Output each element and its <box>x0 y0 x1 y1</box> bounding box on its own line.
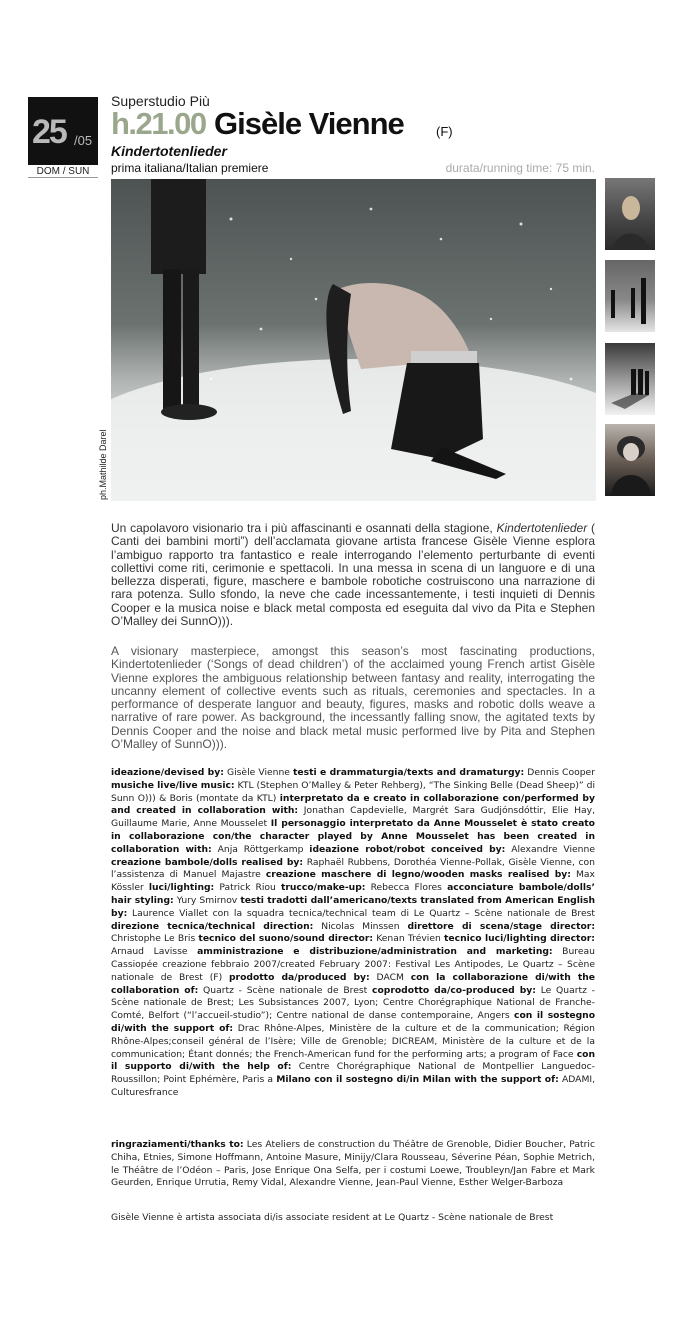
main-photo <box>111 179 596 501</box>
credit-label: interpretato da e creato in collaborazione con/performed by and created in collaboration with: <box>111 792 595 817</box>
thumbnail-3[interactable] <box>605 343 655 415</box>
credit-label: tecnico del suono/sound director: <box>198 933 374 945</box>
description-english: A visionary masterpiece, amongst this season’s most fascinating productions, Kindertotenlieder (‘Songs of dead children’) of the acclaimed young French artist Gisèle Vienne explores the ambiguous relationship between fantasy and reality, interrogating the uncanny element of collective events such as rituals, ceremonies and spectacles. In a performance of desperate languor and beauty, figures, masks and robotic dolls weave a narrative of rare power. As background, the incessantly falling snow, the agitated texts by Dennis Cooper and the noise and black metal music performed live by Pita and Stephen O’Malley of SunnO))). <box>111 644 595 752</box>
credit-label: luci/lighting: <box>148 882 215 894</box>
credit-value: Patrick Riou <box>214 882 281 894</box>
credit-label: creazione bambole/dolls realised by: <box>111 856 304 868</box>
artist-country: (F) <box>436 124 453 139</box>
credit-label: creazione maschere di legno/wooden masks realised by: <box>265 869 571 881</box>
running-time: durata/running time: 75 min. <box>445 161 595 175</box>
associate-note: Gisèle Vienne è artista associata di/is associate resident at Le Quartz - Scène nationale de Brest <box>111 1212 554 1223</box>
date-month: /05 <box>74 133 93 148</box>
credit-value: Dennis Cooper <box>524 767 595 778</box>
thumbnail-3-illustration <box>605 343 655 415</box>
show-time: h.21.00 <box>111 106 206 141</box>
credit-value: Christophe Le Bris <box>111 933 199 945</box>
credit-value: KTL (Stephen O’Malley & Peter Rehberg), “The Sinking Belle (Dead Sheep)” di Sunn O))) & Boris (montate da KTL) <box>111 779 596 804</box>
premiere-label: prima italiana/Italian premiere <box>111 161 269 175</box>
credit-value: Gisèle Vienne <box>223 767 294 778</box>
credit-value: Anja Röttgerkamp <box>211 843 310 855</box>
thumbnail-4[interactable] <box>605 424 655 496</box>
thumbnail-4-illustration <box>605 424 655 496</box>
credit-value: Bureau Cassiopée creazione febbraio 2007/created February 2007: Festival Les Antipodes, Le Quartz – Scène nationale de Brest (F) <box>111 946 595 983</box>
show-title: Kindertotenlieder <box>111 143 227 159</box>
credit-label: tecnico luci/lighting director: <box>444 933 595 945</box>
credit-label: con il sostegno di/with the support of: <box>111 1010 596 1034</box>
credit-value: Alexandre Vienne <box>505 843 595 855</box>
artist-name: Gisèle Vienne <box>214 106 404 141</box>
credit-label: coprodotto da/co-produced by: <box>372 984 536 996</box>
thanks-text: Les Ateliers de construction du Théâtre de Grenoble, Didier Boucher, Patric Chiha, Etnies, Simone Hoffmann, Antoine Masure, Minijy/Clara Rousseau, Séverine Péan, Sophie Metrich, le Théâtre de l’Odéon – Paris, Jose Enrique Ona Selfa, per i costumi Loewe, Troubleyn/Jan Fabre et Mark Geurden, Enrique Urrutia, Remy Vidal, Alexandre Vienne, Jean-Paul Vienne, Esther Welger-Barboza <box>111 1139 595 1189</box>
stage-scene-illustration <box>111 179 596 501</box>
credit-label: direttore di scena/stage director: <box>407 920 596 932</box>
credit-label: ideazione robot/robot conceived by: <box>309 843 506 855</box>
credit-label: ideazione/devised by: <box>111 767 224 778</box>
credit-value: Centre Chorégraphique National de Montpellier Languedoc-Roussillon; Point Ephémère, Paris a <box>111 1061 595 1086</box>
description-italian <box>111 522 595 628</box>
credit-value: ADAMI, Culturesfrance <box>111 1074 596 1098</box>
venue-name: Superstudio Più <box>111 93 210 109</box>
credit-value: DACM <box>369 971 411 983</box>
credit-value: Rebecca Flores <box>365 882 448 894</box>
credit-value: Max Kössler <box>111 869 595 894</box>
description-italian-part2: ( Canti dei bambini morti”) dell’acclamata giovane artista francese Gisèle Vienne esplora l’ambiguo rapporto tra fantastico e reale interrogando l’elemento perturbante di eventi collettivi come riti, cerimonie e spettacoli. In una messa in scena di un languore e di una bellezza disperati, figure, maschere e bambole robotiche costruiscono una narrazione di rara potenza. Sullo sfondo, la neve che cade incessantemente, i testi inquieti di Dennis Cooper e la musica noise e black metal composta ed eseguita dal vivo da Pita e Stephen O’Malley dei SunnO))). <box>111 521 595 629</box>
date-divider <box>28 177 98 178</box>
credit-label: musiche live/live music: <box>111 779 235 791</box>
credit-label: testi tradotti dall’americano/texts translated from American English by: <box>111 894 596 919</box>
thumbnail-2[interactable] <box>605 260 655 332</box>
credit-value: Drac Rhône-Alpes, Ministère de la culture et de la communication; Région Rhône-Alpes;conseil général de l’Isère; Ville de Grenoble; DICREAM, Ministère de la culture et de la communication; Étant donnés; the French-American fund for the performing arts; a program of Face <box>111 1022 595 1060</box>
thumbnail-2-illustration <box>605 260 655 332</box>
thanks-label: ringraziamenti/thanks to: <box>111 1139 244 1150</box>
date-weekday: DOM / SUN <box>36 166 90 177</box>
thumbnail-1-illustration <box>605 178 655 250</box>
credit-value: Le Quartz - Scène nationale de Brest; Les Subsistances 2007, Lyon; Centre Chorégraphique National de Franche-Comté, Belfort (“l’accueil-studio”); Centre national de danse contemporaine, Angers <box>111 984 595 1022</box>
credit-value: Jonathan Capdevielle, Margrét Sara Gudjónsdóttir, Elie Hay, Guillaume Marie, Anne Mousselet <box>111 805 596 830</box>
credit-label: con la collaborazione di/with the collaboration of: <box>111 971 595 996</box>
photo-credit: ph.Mathilde Darel <box>98 429 108 500</box>
credit-value: Nicolas Minssen <box>313 920 408 932</box>
credit-label: acconciature bambole/dolls’ hair styling: <box>111 882 596 906</box>
thumbnail-1[interactable] <box>605 178 655 250</box>
credit-value: Arnaud Lavisse <box>111 946 198 958</box>
credit-label: amministrazione e distribuzione/administration and marketing: <box>197 946 553 958</box>
credit-value: Raphaël Rubbens, Dorothéa Vienne-Pollak, Gisèle Vienne, con l’assistenza di Manuel Majastre <box>111 856 595 881</box>
credit-value: Quartz - Scène nationale de Brest <box>198 984 372 996</box>
credit-label: Il personaggio interpretato da Anne Mousselet è stato creato in collaborazione con/the character played by Anne Mousselet has been created in collaboration with: <box>111 818 595 855</box>
credit-label: Milano con il sostegno di/in Milan with the support of: <box>276 1074 559 1086</box>
credit-value: Laurence Viallet con la squadra tecnica/technical team di Le Quartz – Scène nationale de Brest <box>127 907 595 919</box>
credit-label: testi e drammaturgia/texts and dramaturgy: <box>293 767 525 778</box>
credit-label: prodotto da/produced by: <box>228 971 370 983</box>
credit-label: trucco/make-up: <box>280 882 366 894</box>
credit-value: Yury Smirnov <box>173 894 241 906</box>
description-italian-title: Kindertotenlieder <box>496 521 588 535</box>
date-day: 25 <box>32 113 66 151</box>
credit-label: direzione tecnica/technical direction: <box>111 920 314 932</box>
thanks-block <box>111 1139 595 1190</box>
date-badge <box>28 97 98 165</box>
credits-block <box>111 767 595 1100</box>
credit-label: con il supporto di/with the help of: <box>111 1048 595 1073</box>
description-italian-part1: Un capolavoro visionario tra i più affascinanti e osannati della stagione, <box>111 521 497 535</box>
credit-value: Kenan Trévien <box>373 933 444 945</box>
